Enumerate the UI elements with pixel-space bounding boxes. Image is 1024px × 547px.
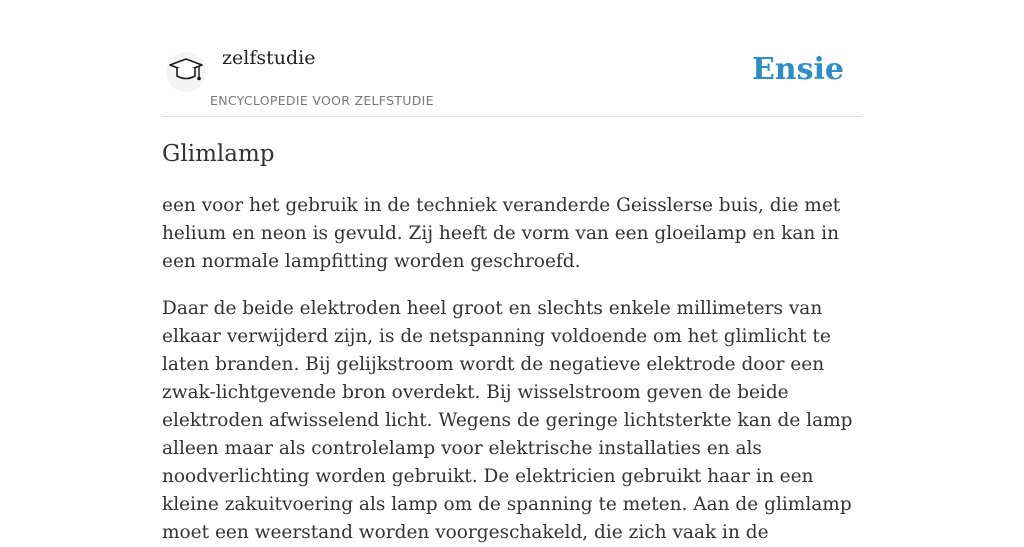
brand-name[interactable]: zelfstudie: [222, 47, 316, 69]
article-title: Glimlamp: [162, 141, 275, 167]
article-paragraph: Daar de beide elektroden heel groot en slechts enkele millimeters van elkaar verwijderd zijn, is de netspanning voldoende om het glimlicht te laten branden. Bij gelijkstroom wordt de negatieve elektrode door een zwak-lichtgevende bron overdekt. Bij wisselstroom geven de beide elektroden afwisselend licht. Wegens de geringe lichtsterkte kan de lamp alleen maar als controlelamp voor elektrische installaties en als noodverlichting worden gebruikt. De elektricien gebruikt haar in een kleine zakuitvoering als lamp om de spanning te meten. Aan de glimlamp moet een weerstand worden voorgeschakeld, die zich vaak in de: [162, 298, 853, 543]
article: [162, 136, 862, 547]
brand-tagline: ENCYCLOPEDIE VOOR ZELFSTUDIE: [210, 93, 434, 108]
ensie-logo[interactable]: Ensie: [751, 52, 844, 87]
graduation-cap-icon[interactable]: [166, 52, 206, 92]
graduation-cap-icon-svg: [168, 56, 204, 88]
site-header: [162, 0, 862, 117]
article-paragraph: een voor het gebruik in de techniek veranderde Geisslerse buis, die met helium en neon is gevuld. Zij heeft de vorm van een gloeilamp en kan in een normale lampfitting worden geschroefd.: [162, 195, 841, 272]
